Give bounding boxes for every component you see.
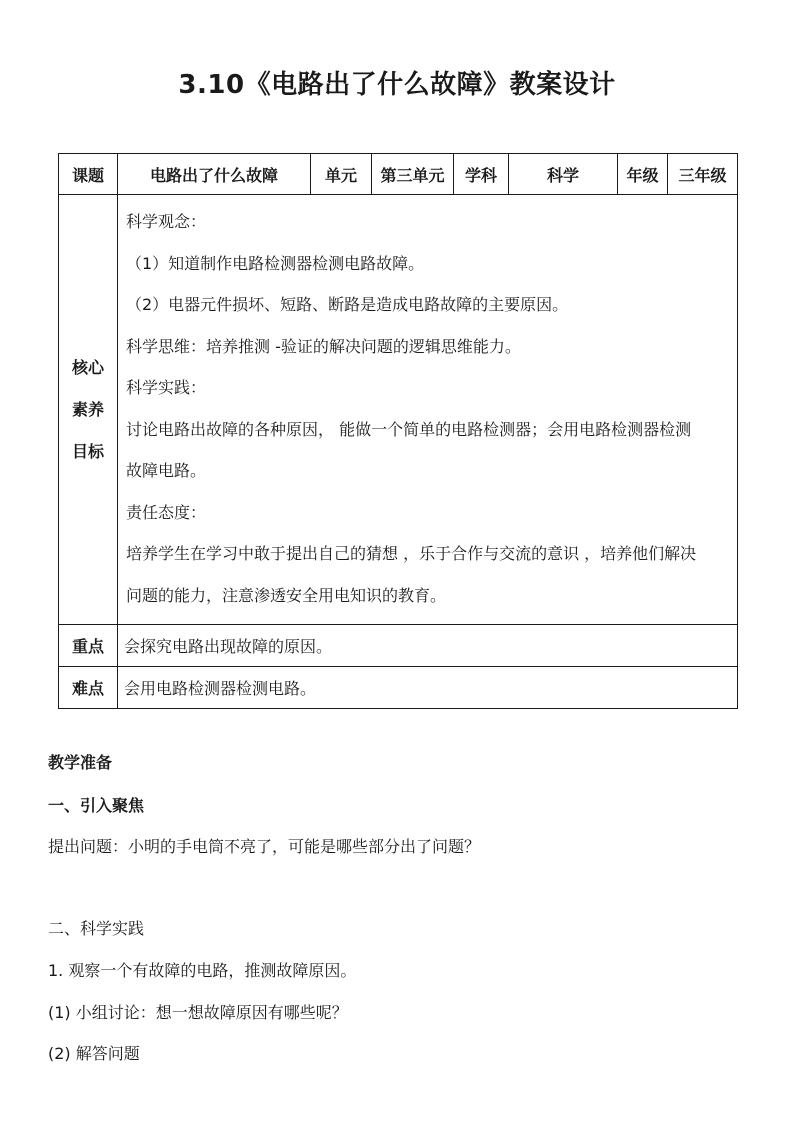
goal-line: 科学思维：培养推测 -验证的解决问题的逻辑思维能力。: [126, 336, 521, 356]
subject-value: 科学: [509, 154, 618, 195]
goal-line: 科学实践：: [126, 378, 207, 397]
key-point-row: [59, 625, 738, 667]
step-1: 1. 观察一个有故障的电路，推测故障原因。: [48, 961, 357, 980]
goal-line: 讨论电路出故障的各种原因， 能做一个简单的电路检测器；会用电路检测器检测: [126, 419, 692, 439]
core-goals-content: [118, 195, 738, 625]
grade-value: 三年级: [668, 154, 738, 195]
core-goals-row: [59, 195, 738, 625]
core-label-line: 目标: [71, 441, 104, 461]
key-point-text: 会探究电路出现故障的原因。: [118, 625, 738, 667]
goal-line: （2）电器元件损坏、短路、断路是造成电路故障的主要原因。: [126, 295, 569, 314]
goal-line: 责任态度：: [126, 502, 207, 522]
unit-label: 单元: [311, 154, 372, 195]
goal-line: 问题的能力，注意渗透安全用电知识的教育。: [126, 585, 447, 605]
step-1-1: (1) 小组讨论：想一想故障原因有哪些呢？: [48, 1003, 348, 1022]
difficult-point-label: 难点: [59, 667, 118, 709]
core-label-line: 核心: [71, 357, 104, 377]
section-2-heading: 二、科学实践: [48, 919, 145, 938]
header-row: [59, 154, 738, 195]
topic-label: 课题: [59, 154, 118, 195]
difficult-point-row: [59, 667, 738, 709]
goal-line: 科学观念：: [126, 212, 207, 231]
goal-line: 故障电路。: [126, 461, 207, 480]
teaching-prep-heading: 教学准备: [48, 753, 113, 772]
core-label-line: 素养: [71, 399, 104, 419]
lesson-plan-table: [58, 153, 738, 709]
unit-value: 第三单元: [372, 154, 454, 195]
topic-value: 电路出了什么故障: [118, 154, 311, 195]
step-1-2: (2) 解答问题: [48, 1044, 140, 1063]
section-1-heading: 一、引入聚焦: [48, 796, 145, 815]
difficult-point-text: 会用电路检测器检测电路。: [118, 667, 738, 709]
page-title: 3.10《电路出了什么故障》教案设计: [178, 70, 616, 100]
goal-line: （1）知道制作电路检测器检测电路故障。: [126, 253, 425, 273]
goal-line: 培养学生在学习中敢于提出自己的猜想 ，乐于合作与交流的意识 ，培养他们解决: [126, 544, 697, 563]
core-goals-label: [59, 195, 118, 625]
key-point-label: 重点: [59, 625, 118, 667]
subject-label: 学科: [454, 154, 509, 195]
grade-label: 年级: [618, 154, 668, 195]
section-1-text: 提出问题：小明的手电筒不亮了，可能是哪些部分出了问题？: [48, 837, 481, 856]
